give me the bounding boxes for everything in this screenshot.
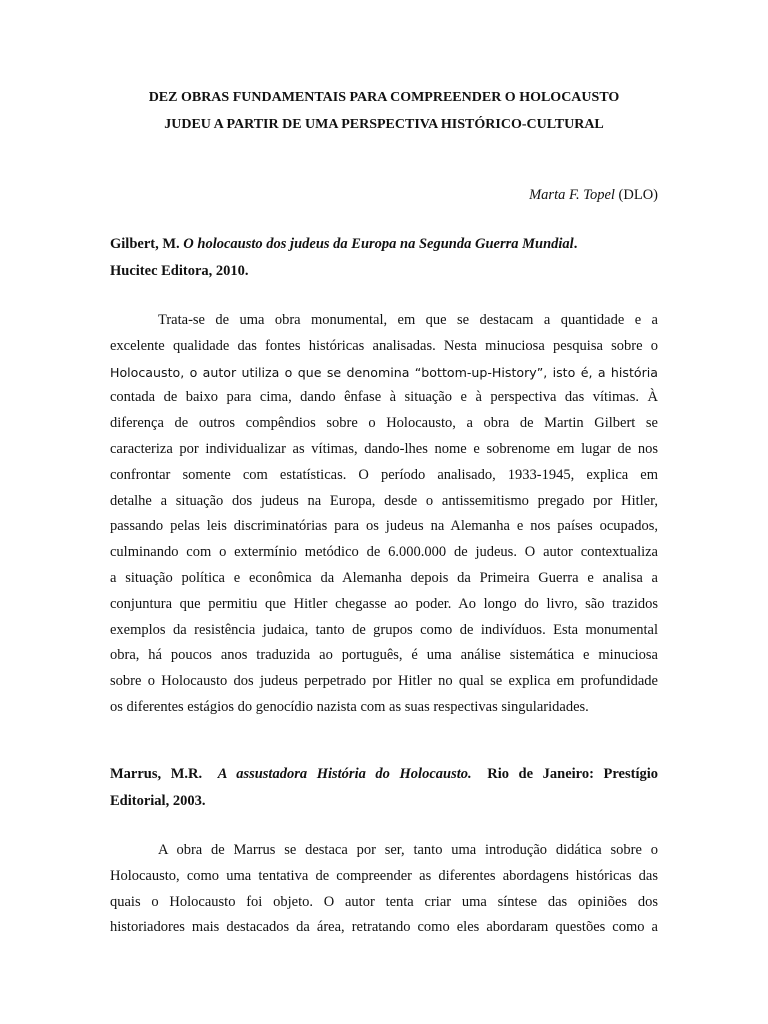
text-line: diferença de outros compêndios sobre o Holocausto, a obra de Martin Gilbert se — [110, 415, 658, 432]
reference-publisher: Editorial, 2003. — [110, 793, 206, 809]
text-line: contada de baixo para cima, dando ênfase à situação e à perspectiva das vítimas. À — [110, 389, 658, 406]
reference-line-1 — [110, 761, 658, 788]
reference-place: Rio de Janeiro: Prestígio — [487, 766, 659, 782]
text-line: caracteriza por individualizar as vítimas, dando-lhes nome e sobrenome em lugar de nos — [110, 440, 658, 457]
text-line: confrontar somente com estatísticas. O período analisado, 1933-1945, explica em — [110, 466, 658, 483]
text-line: exemplos da resistência judaica, tanto de grupos como de indivíduos. Esta monumental — [110, 621, 658, 638]
text-line: sobre o Holocausto dos judeus perpetrado por Hitler no qual se explica em profundidade — [110, 673, 658, 690]
reference-author: Gilbert, M. — [110, 236, 180, 252]
reference-author: Marrus, M.R. — [110, 766, 203, 782]
author-name: Marta F. Topel — [529, 187, 615, 203]
reference-marrus — [110, 761, 658, 815]
text-line: obra, há poucos anos traduzida ao português, é uma análise sistemática e minuciosa — [110, 647, 658, 664]
text-line: a situação política e econômica da Alemanha depois da Primeira Guerra e analisa a — [110, 569, 658, 586]
title-line-1: DEZ OBRAS FUNDAMENTAIS PARA COMPREENDER O HOLOCAUSTO — [148, 90, 620, 105]
reference-work-title: A assustadora História do Holocausto. — [217, 766, 472, 782]
text-line: passando pelas leis discriminatórias para os judeus na Alemanha e nos países ocupados, — [110, 518, 658, 535]
text-line: Holocausto, como uma tentativa de compreender as diferentes abordagens históricas das — [110, 867, 658, 884]
text-line: detalhe a situação dos judeus na Europa, desde o antissemitismo pregado por Hitler, — [110, 492, 658, 509]
author-affiliation: (DLO) — [618, 187, 658, 203]
text-line: os diferentes estágios do genocídio nazista com as suas respectivas singularidades. — [110, 698, 589, 715]
reference-gilbert — [110, 231, 658, 285]
text-line: culminando com o extermínio metódico de 6.000.000 de judeus. O autor contextualiza — [110, 544, 658, 561]
text-line: excelente qualidade das fontes históricas analisadas. Nesta minuciosa pesquisa sobre o — [110, 337, 658, 354]
title-line-2: JUDEU A PARTIR DE UMA PERSPECTIVA HISTÓRICO-CULTURAL — [164, 117, 604, 132]
text-line: quais o Holocausto foi objeto. O autor tenta criar uma síntese das opiniões dos — [110, 893, 658, 910]
paragraph-marrus — [110, 838, 658, 941]
reference-work-title: O holocausto dos judeus da Europa na Segunda Guerra Mundial — [183, 236, 574, 252]
reference-punct: . — [573, 236, 578, 252]
reference-publisher: Hucitec Editora, 2010. — [110, 263, 249, 279]
paragraph-gilbert — [110, 308, 658, 721]
text-line: A obra de Marrus se destaca por ser, tanto uma introdução didática sobre o — [158, 842, 658, 858]
document-title — [100, 84, 668, 138]
text-line: conjuntura que permitiu que Hitler chegasse ao poder. Ao longo do livro, são trazidos — [110, 595, 658, 612]
text-line: Trata-se de uma obra monumental, em que se destacam a quantidade e a — [158, 312, 658, 328]
text-line: Holocausto, o autor utiliza o que se denomina “bottom-up-History”, isto é, a história — [110, 364, 658, 380]
author-line — [529, 183, 658, 207]
text-line: historiadores mais destacados da área, retratando como eles abordaram questões como a — [110, 919, 658, 936]
